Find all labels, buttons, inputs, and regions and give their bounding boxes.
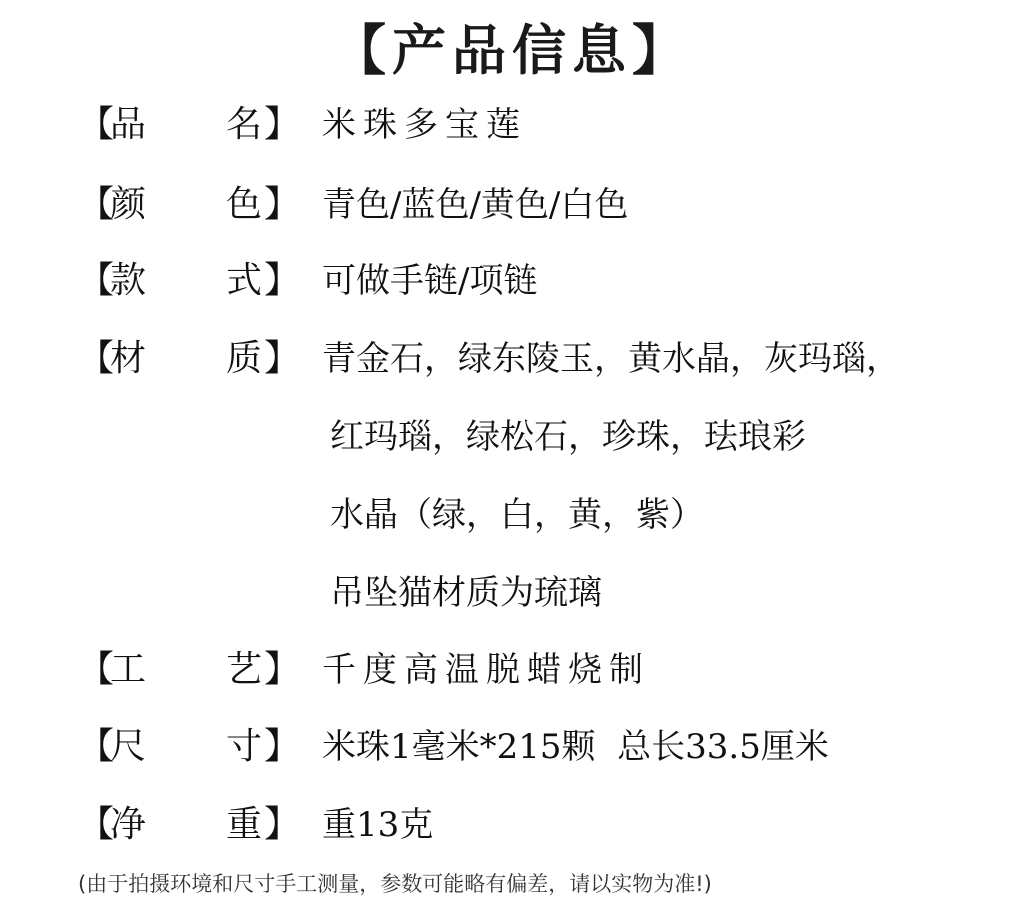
- label-second-char: 式: [226, 260, 263, 301]
- spec-value-color: 青色/蓝色/黄色/白色: [322, 185, 629, 225]
- label-first-char: 净: [110, 804, 147, 845]
- bracket-open: 【: [78, 726, 115, 767]
- label-second-char: 色: [226, 184, 263, 225]
- spec-value-size: 米珠1毫米*215颗 总长33.5厘米: [322, 727, 829, 767]
- bracket-open: 【: [78, 104, 115, 145]
- spec-label: [78, 645, 318, 695]
- bracket-open: 【: [78, 804, 115, 845]
- label-first-char: 材: [110, 338, 147, 379]
- spec-label: [78, 334, 318, 384]
- bracket-open: 【: [78, 338, 115, 379]
- spec-value-material-line-2: 红玛瑙，绿松石，珍珠，珐琅彩: [330, 417, 806, 457]
- label-second-char: 名: [226, 104, 263, 145]
- spec-row-size: [78, 722, 829, 772]
- label-second-char: 重: [226, 804, 263, 845]
- spec-label: [78, 256, 318, 306]
- spec-label: [78, 180, 318, 230]
- label-second-char: 艺: [226, 649, 263, 690]
- spec-label: [78, 100, 318, 150]
- bracket-close: 】: [264, 260, 301, 301]
- spec-value-product-name: 米珠多宝莲: [322, 105, 527, 145]
- label-second-char: 寸: [226, 726, 263, 767]
- label-first-char: 颜: [110, 184, 147, 225]
- spec-value-material: 青金石，绿东陵玉，黄水晶，灰玛瑙，: [322, 339, 900, 379]
- spec-row-weight: [78, 800, 433, 850]
- spec-label: [78, 722, 318, 772]
- spec-row-color: [78, 180, 628, 230]
- measurement-disclaimer: (由于拍摄环境和尺寸手工测量，参数可能略有偏差，请以实物为准!): [78, 872, 712, 896]
- bracket-close: 】: [264, 104, 301, 145]
- spec-value-style: 可做手链/项链: [322, 261, 538, 301]
- label-first-char: 工: [110, 649, 147, 690]
- bracket-close: 】: [264, 184, 301, 225]
- spec-row-craft: [78, 645, 650, 695]
- spec-value-material-line-3: 水晶（绿，白，黄，紫）: [330, 495, 704, 535]
- label-second-char: 质: [226, 338, 263, 379]
- bracket-open: 【: [78, 649, 115, 690]
- label-first-char: 品: [110, 104, 147, 145]
- bracket-close: 】: [264, 726, 301, 767]
- spec-value-material-line-4: 吊坠猫材质为琉璃: [330, 573, 602, 613]
- spec-row-material: [78, 334, 900, 384]
- spec-row-style: [78, 256, 537, 306]
- bracket-open: 【: [78, 260, 115, 301]
- bracket-close: 】: [264, 338, 301, 379]
- bracket-close: 】: [264, 804, 301, 845]
- bracket-open: 【: [78, 184, 115, 225]
- spec-label: [78, 800, 318, 850]
- spec-value-craft: 千度高温脱蜡烧制: [322, 650, 650, 690]
- label-first-char: 尺: [110, 726, 147, 767]
- label-first-char: 款: [110, 260, 147, 301]
- spec-value-weight: 重13克: [322, 805, 434, 845]
- spec-row-name: [78, 100, 527, 150]
- bracket-close: 】: [264, 649, 301, 690]
- page-title: 【产品信息】: [332, 18, 692, 82]
